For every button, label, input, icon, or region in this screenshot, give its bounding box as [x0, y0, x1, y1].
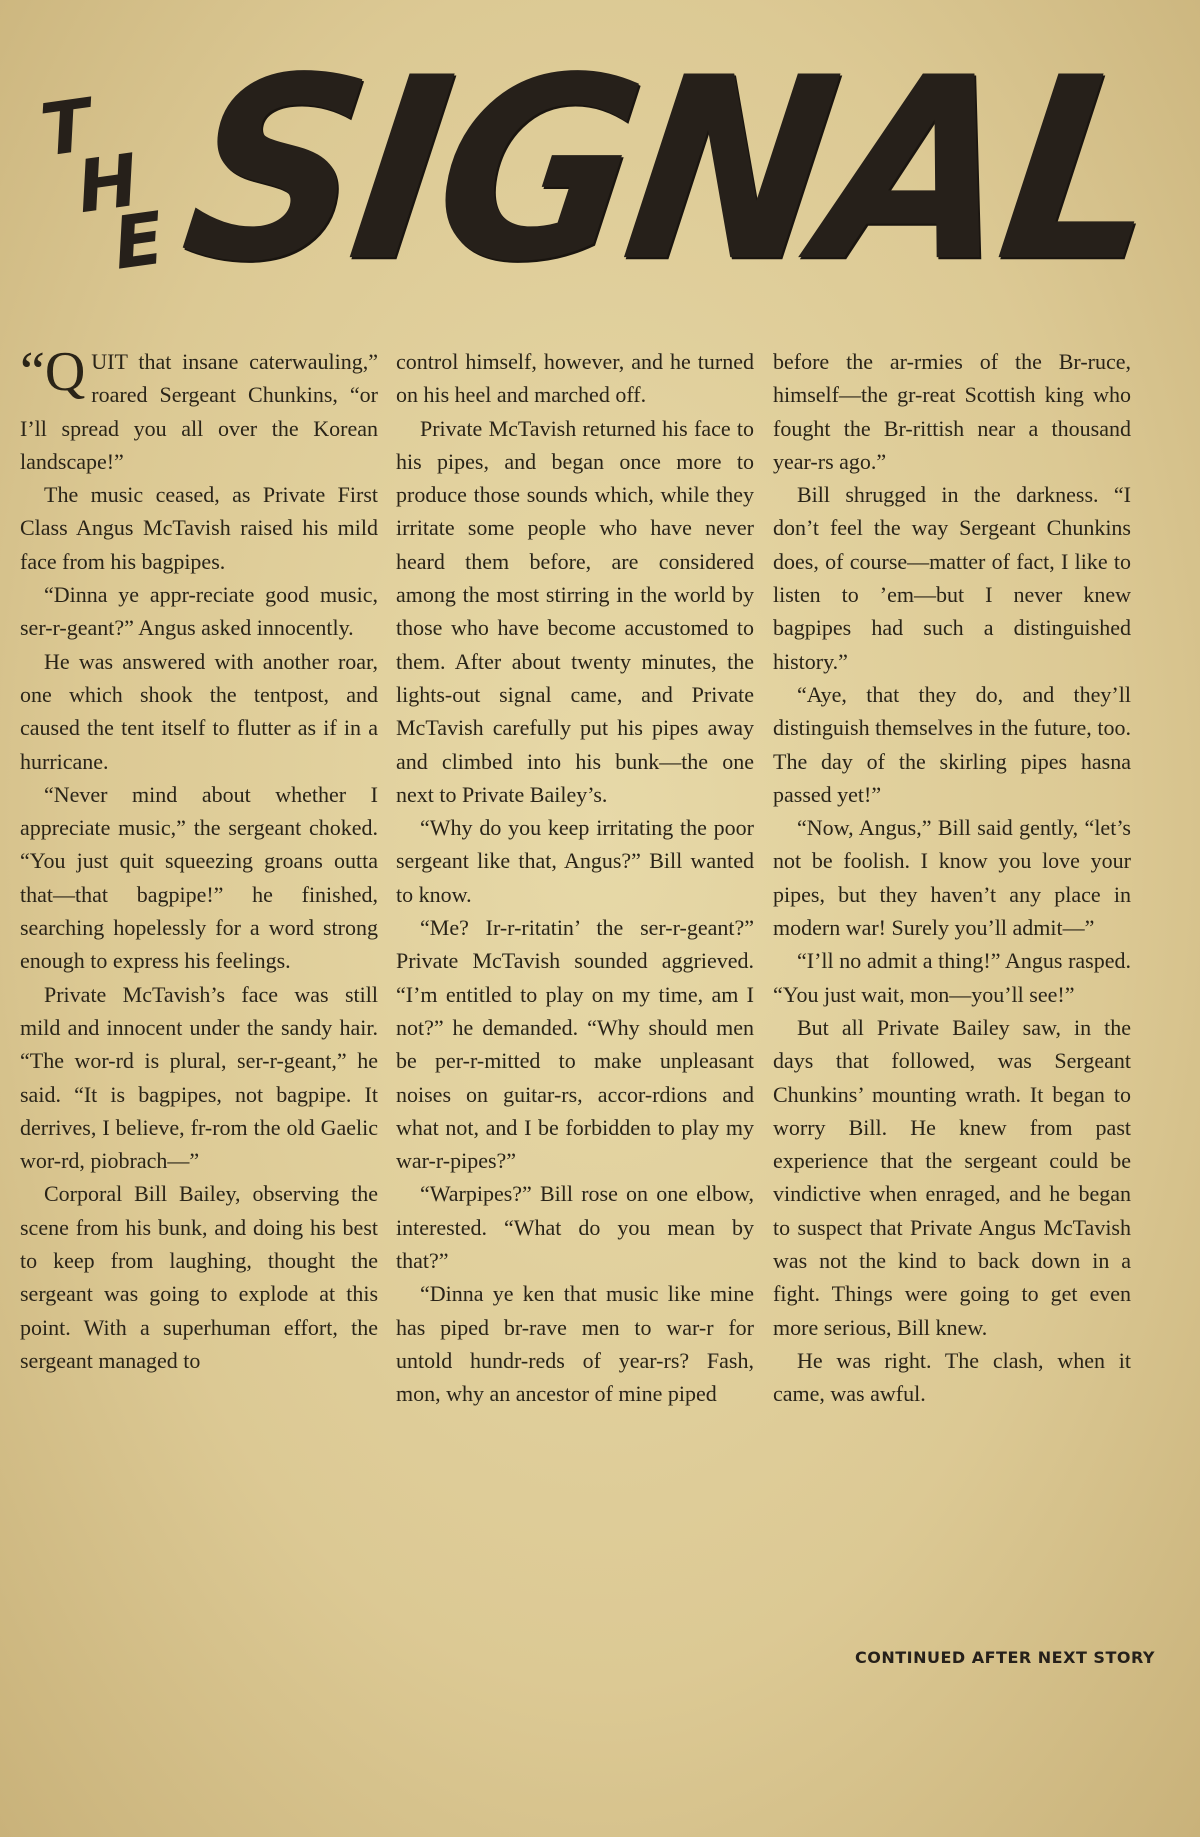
paragraph: before the ar-rmies of the Br-ruce, himself—the gr-reat Scottish king who fought the Br-rittish near a thousand year-rs ago.” [773, 349, 1131, 474]
story-columns [20, 341, 1160, 1715]
column-1 [20, 341, 378, 1715]
paragraph: Private McTavish’s face was still mild and innocent under the sandy hair. “The wor-rd is plural, ser-r-geant,” he said. “It is bagpipes, not bagpipe. It derrives, I believe, fr-rom the old Gaelic wor-rd, piobrach—” [20, 981, 378, 1174]
paragraph: “I’ll no admit a thing!” Angus rasped. “You just wait, mon—you’ll see!” [773, 948, 1131, 1007]
paragraph: “Aye, that they do, and they’ll distinguish themselves in the future, too. The day of the skirling pipes hasna passed yet!” [773, 681, 1131, 807]
paragraph: Corporal Bill Bailey, observing the scene from his bunk, and doing his best to keep from laughing, thought the sergeant was going to explode at this point. With a superhuman effort, the sergeant managed to [20, 1181, 378, 1373]
paragraph: “Dinna ye ken that music like mine has piped br-rave men to war-r for untold hundr-reds of year-rs? Fash, mon, why an ancestor of mine piped [396, 1281, 754, 1407]
paragraph: “Me? Ir-r-ritatin’ the ser-r-geant?” Private McTavish sounded aggrieved. “I’m entitled to play on my time, am I not?” he demanded. “Why should men be per-r-mitted to make unpleasant noises on guitar-rs, accor-rdions and what not, and I be forbidden to play my war-r-pipes?” [396, 915, 754, 1174]
title-the-letter: H [72, 137, 144, 230]
paragraph: “Warpipes?” Bill rose on one elbow, interested. “What do you mean by that?” [396, 1181, 754, 1274]
story-title [35, 23, 1174, 318]
paragraph: “Dinna ye appr-reciate good music, ser-r-geant?” Angus asked innocently. [20, 582, 378, 641]
paragraph: He was right. The clash, when it came, was awful. [773, 1347, 1131, 1407]
drop-cap: “Q [20, 341, 86, 403]
column-2 [396, 345, 754, 1715]
title-main: SIGNAL [169, 23, 1174, 318]
paragraph [20, 341, 378, 478]
paragraph: control himself, however, and he turned on his heel and marched off. [396, 349, 754, 408]
paragraph: The music ceased, as Private First Class Angus McTavish raised his mild face from his bagpipes. [20, 482, 378, 574]
paragraph: “Why do you keep irritating the poor sergeant like that, Angus?” Bill wanted to know. [396, 815, 754, 907]
paragraph: Private McTavish returned his face to his pipes, and began once more to produce those sounds which, while they irritate some people who have never heard them before, are considered among the most stirring in the world by those who have become accustomed to them. After about twenty minutes, the lights-out signal came, and Private McTavish carefully put his pipes away and climbed into his bunk—the one next to Private Bailey’s. [396, 415, 754, 807]
title-the-letter: E [108, 196, 169, 287]
paragraph: Bill shrugged in the darkness. “I don’t feel the way Sergeant Chunkins does, of course—matter of fact, I like to listen to ’em—but I never knew bagpipes had such a distinguished history.” [773, 482, 1131, 674]
paragraph-text: UIT that insane caterwauling,” roared Sergeant Chunkins, “or I’ll spread you all over the Korean landscape!” [20, 349, 378, 474]
paragraph: He was answered with another roar, one which shook the tentpost, and caused the tent itself to flutter as if in a hurricane. [20, 648, 378, 774]
column-3 [773, 345, 1131, 1715]
title-the-letter: T [35, 82, 97, 173]
paragraph: “Now, Angus,” Bill said gently, “let’s not be foolish. I know you love your pipes, but they haven’t any place in modern war! Surely you’ll admit—” [773, 815, 1131, 941]
paragraph: “Never mind about whether I appreciate music,” the sergeant choked. “You just quit squeezing groans outta that—that bagpipe!” he finished, searching hopelessly for a word strong enough to express his feelings. [20, 781, 378, 974]
paragraph: But all Private Bailey saw, in the days that followed, was Sergeant Chunkins’ mounting wrath. It began to worry Bill. He knew from past experience that the sergeant could be vindictive when enraged, and he began to suspect that Private Angus McTavish was not the kind to back down in a fight. Things were going to get even more serious, Bill knew. [773, 1014, 1131, 1340]
continued-notice: CONTINUED AFTER NEXT STORY [854, 1648, 1155, 1667]
